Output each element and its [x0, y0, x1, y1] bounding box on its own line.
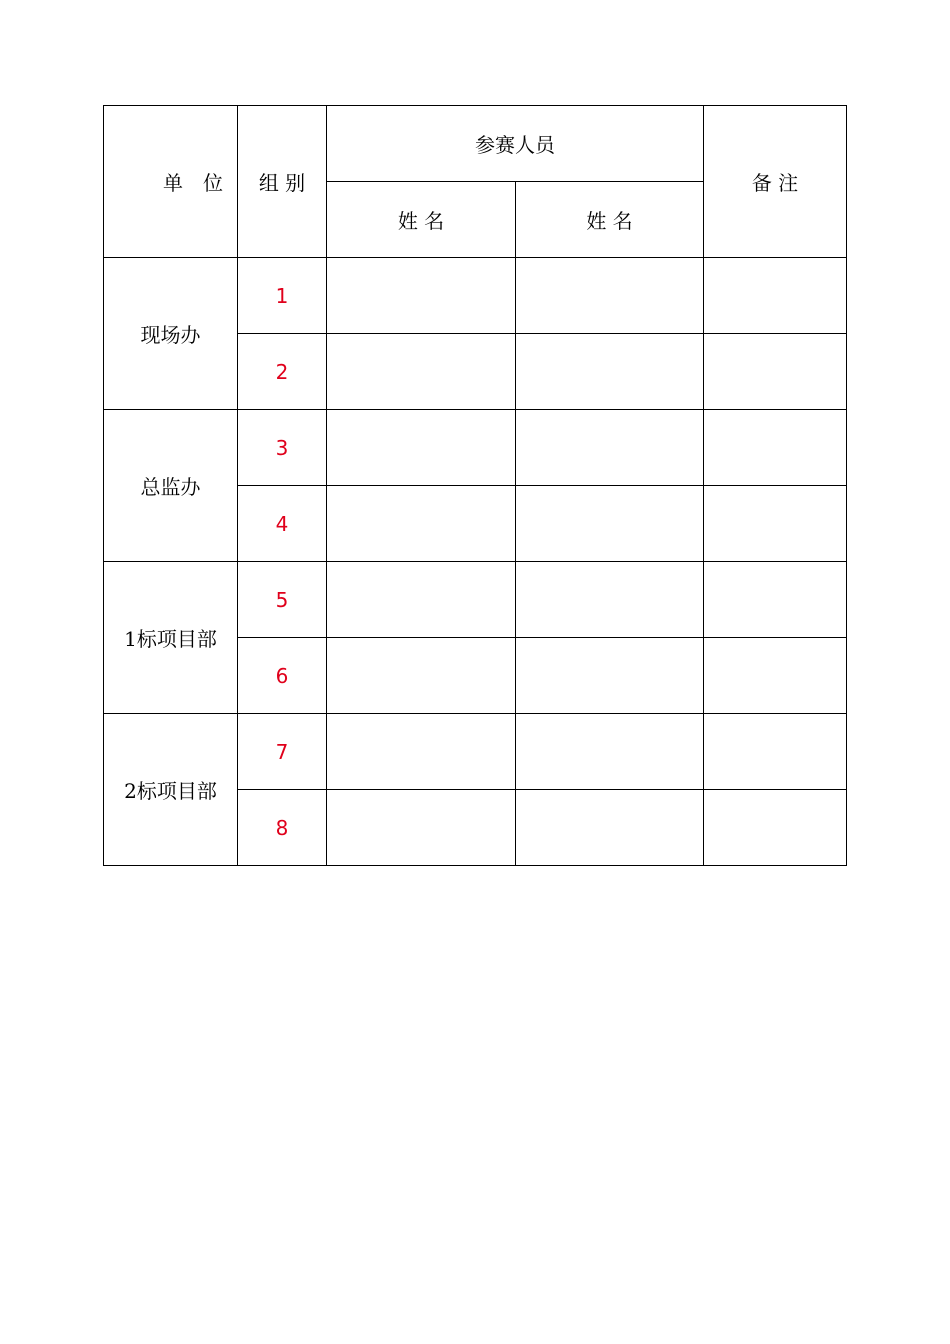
- notes-cell[interactable]: [704, 638, 847, 714]
- name-cell[interactable]: [516, 486, 704, 562]
- notes-cell[interactable]: [704, 562, 847, 638]
- notes-cell[interactable]: [704, 714, 847, 790]
- group-number: 1: [238, 258, 327, 334]
- name-cell[interactable]: [516, 638, 704, 714]
- group-number: 5: [238, 562, 327, 638]
- unit-cell: 1标项目部: [104, 562, 238, 714]
- notes-cell[interactable]: [704, 258, 847, 334]
- participants-header: 参赛人员: [327, 106, 704, 182]
- table-row: [104, 258, 847, 334]
- table-row: [104, 562, 847, 638]
- name-cell[interactable]: [516, 790, 704, 866]
- table-row: [104, 410, 847, 486]
- table-row: [104, 714, 847, 790]
- unit-cell: 2标项目部: [104, 714, 238, 866]
- group-number: 7: [238, 714, 327, 790]
- group-number: 4: [238, 486, 327, 562]
- name-header-2: 姓 名: [516, 182, 704, 258]
- name-cell[interactable]: [327, 334, 516, 410]
- unit-header: 单 位: [104, 106, 238, 258]
- notes-cell[interactable]: [704, 410, 847, 486]
- group-number: 8: [238, 790, 327, 866]
- group-number: 3: [238, 410, 327, 486]
- name-cell[interactable]: [516, 258, 704, 334]
- name-cell[interactable]: [516, 714, 704, 790]
- name-cell[interactable]: [327, 790, 516, 866]
- group-number: 2: [238, 334, 327, 410]
- name-cell[interactable]: [327, 638, 516, 714]
- notes-cell[interactable]: [704, 334, 847, 410]
- header-row-top: [104, 106, 847, 182]
- name-cell[interactable]: [327, 562, 516, 638]
- name-cell[interactable]: [327, 410, 516, 486]
- notes-cell[interactable]: [704, 486, 847, 562]
- registration-table: [103, 105, 847, 866]
- name-cell[interactable]: [327, 714, 516, 790]
- group-header: 组 别: [238, 106, 327, 258]
- unit-cell: 总监办: [104, 410, 238, 562]
- name-cell[interactable]: [516, 334, 704, 410]
- unit-cell: 现场办: [104, 258, 238, 410]
- name-cell[interactable]: [327, 258, 516, 334]
- notes-header: 备 注: [704, 106, 847, 258]
- name-header-1: 姓 名: [327, 182, 516, 258]
- notes-cell[interactable]: [704, 790, 847, 866]
- name-cell[interactable]: [327, 486, 516, 562]
- name-cell[interactable]: [516, 410, 704, 486]
- group-number: 6: [238, 638, 327, 714]
- name-cell[interactable]: [516, 562, 704, 638]
